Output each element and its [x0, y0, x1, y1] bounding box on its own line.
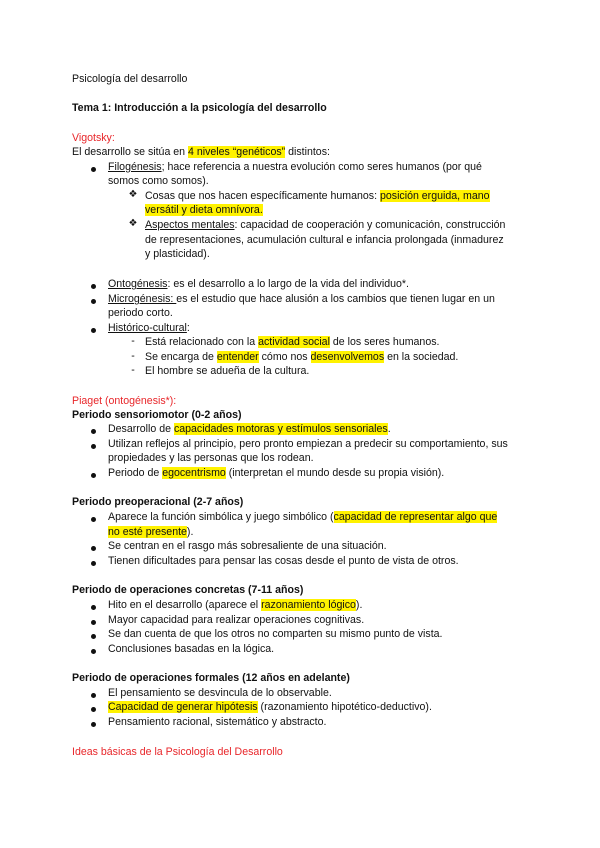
text: : capacidad de cooperación y comunicación, construcción — [234, 219, 506, 231]
text: distintos: — [285, 146, 330, 158]
microgenesis-cont: periodo corto. — [108, 307, 173, 319]
periodo-operaciones-formales-title: Periodo de operaciones formales (12 años en adelante) — [72, 672, 350, 684]
filogenesis-sub2 — [145, 218, 505, 232]
vigotsky-intro — [72, 145, 330, 159]
concretas-item: Conclusiones basadas en la lógica. — [108, 643, 275, 655]
text: El desarrollo se sitúa en — [72, 146, 189, 158]
bullet-icon — [88, 645, 98, 657]
formales-item: Pensamiento racional, sistemático y abstracto. — [108, 716, 327, 728]
filogenesis-sub2-cont: de representaciones, acumulación cultural e infancia prolongada (inmadurez — [145, 234, 504, 246]
text: de los seres humanos. — [329, 336, 440, 348]
text: (razonamiento hipotético-deductivo). — [257, 701, 432, 713]
dash-bullet-icon: - — [131, 335, 135, 347]
bullet-icon — [88, 440, 98, 452]
historico-sub2 — [145, 350, 458, 364]
text: Aparece la función simbólica y juego simbólico ( — [108, 511, 334, 523]
preoperacional-item — [108, 510, 497, 524]
text: cómo nos — [258, 351, 311, 363]
text: Hito en el desarrollo (aparece el — [108, 599, 262, 611]
historico-sub1 — [145, 335, 439, 349]
historico-cultural-item — [108, 321, 190, 335]
highlight: capacidades motoras y estímulos sensoriales — [173, 423, 388, 435]
filogenesis-cont: somos como somos). — [108, 175, 209, 187]
ontogenesis-item — [108, 277, 409, 291]
sensoriomotor-item — [108, 466, 444, 480]
diamond-bullet-icon: ❖ — [128, 189, 138, 200]
bullet-icon — [88, 557, 98, 569]
highlight: actividad social — [258, 336, 330, 348]
highlight: versátil y dieta omnívora. — [145, 204, 263, 216]
formales-item: El pensamiento se desvincula de lo observable. — [108, 687, 332, 699]
highlight: desenvolvemos — [310, 351, 385, 363]
text: Cosas que nos hacen específicamente humanos: — [145, 190, 380, 202]
term: Filogénesis — [108, 161, 162, 173]
bullet-icon — [88, 601, 98, 613]
bullet-icon — [88, 630, 98, 642]
vigotsky-title: Vigotsky: — [72, 132, 115, 144]
filogenesis-sub1-cont — [145, 203, 263, 217]
text: ; hace referencia a nuestra evolución como seres humanos (por qué — [161, 161, 482, 173]
text: : es el desarrollo a lo largo de la vida del individuo*. — [167, 278, 409, 290]
bullet-icon — [88, 425, 98, 437]
bullet-icon — [88, 542, 98, 554]
dash-bullet-icon: - — [131, 350, 135, 362]
ideas-basicas-title: Ideas básicas de la Psicología del Desarrollo — [72, 746, 283, 758]
sensoriomotor-item: Utilizan reflejos al principio, pero pronto empiezan a predecir su comportamiento, sus — [108, 438, 508, 450]
bullet-icon — [88, 280, 98, 292]
formales-item — [108, 700, 432, 714]
preoperacional-item: Tienen dificultades para pensar las cosas desde el punto de vista de otros. — [108, 555, 459, 567]
bullet-icon — [88, 513, 98, 525]
sensoriomotor-item-cont: propiedades y las personas que los rodean. — [108, 452, 314, 464]
bullet-icon — [88, 616, 98, 628]
highlight: egocentrismo — [162, 467, 226, 479]
text: ). — [186, 526, 194, 538]
filogenesis-sub1 — [145, 189, 490, 203]
sensoriomotor-item — [108, 422, 391, 436]
periodo-preoperacional-title: Periodo preoperacional (2-7 años) — [72, 496, 244, 508]
highlight: posición erguida, mano — [379, 190, 490, 202]
highlight: capacidad de representar algo que — [333, 511, 498, 523]
filogenesis-sub2-cont: y plasticidad). — [145, 248, 210, 260]
text: Periodo de — [108, 467, 163, 479]
text: . — [387, 423, 391, 435]
term: Ontogénesis — [108, 278, 168, 290]
bullet-icon — [88, 324, 98, 336]
diamond-bullet-icon: ❖ — [128, 218, 138, 229]
periodo-operaciones-concretas-title: Periodo de operaciones concretas (7-11 años) — [72, 584, 304, 596]
highlight: entender — [216, 351, 259, 363]
text: : — [186, 322, 190, 334]
bullet-icon — [88, 163, 98, 175]
text: Desarrollo de — [108, 423, 174, 435]
preoperacional-item: Se centran en el rasgo más sobresaliente de una situación. — [108, 540, 387, 552]
term: Microgénesis: — [108, 293, 177, 305]
text: (interpretan el mundo desde su propia visión). — [225, 467, 445, 479]
concretas-item: Mayor capacidad para realizar operaciones cognitivas. — [108, 614, 365, 626]
bullet-icon — [88, 295, 98, 307]
piaget-title: Piaget (ontogénesis*): — [72, 395, 177, 407]
bullet-icon — [88, 718, 98, 730]
concretas-item — [108, 598, 362, 612]
text: ). — [355, 599, 363, 611]
text: Está relacionado con la — [145, 336, 259, 348]
term: Histórico-cultural — [108, 322, 187, 334]
bullet-icon — [88, 703, 98, 715]
periodo-sensoriomotor-title: Periodo sensoriomotor (0-2 años) — [72, 409, 242, 421]
text: es el estudio que hace alusión a los cambios que tienen lugar en un — [176, 293, 495, 305]
historico-sub3: El hombre se adueña de la cultura. — [145, 365, 310, 377]
dash-bullet-icon: - — [131, 364, 135, 376]
concretas-item: Se dan cuenta de que los otros no comparten su mismo punto de vista. — [108, 628, 443, 640]
microgenesis-item — [108, 292, 495, 306]
term: Aspectos mentales — [145, 219, 235, 231]
text: Se encarga de — [145, 351, 217, 363]
text: en la sociedad. — [384, 351, 459, 363]
preoperacional-item-cont — [108, 525, 193, 539]
highlight: razonamiento lógico — [261, 599, 356, 611]
highlight: no esté presente — [108, 526, 187, 538]
bullet-icon — [88, 689, 98, 701]
topic-heading: Tema 1: Introducción a la psicología del desarrollo — [72, 102, 327, 114]
document-title: Psicología del desarrollo — [72, 73, 188, 85]
highlight: Capacidad de generar hipótesis — [108, 701, 258, 713]
bullet-icon — [88, 469, 98, 481]
highlight: 4 niveles “genéticos” — [188, 146, 286, 158]
filogenesis-item — [108, 160, 482, 174]
